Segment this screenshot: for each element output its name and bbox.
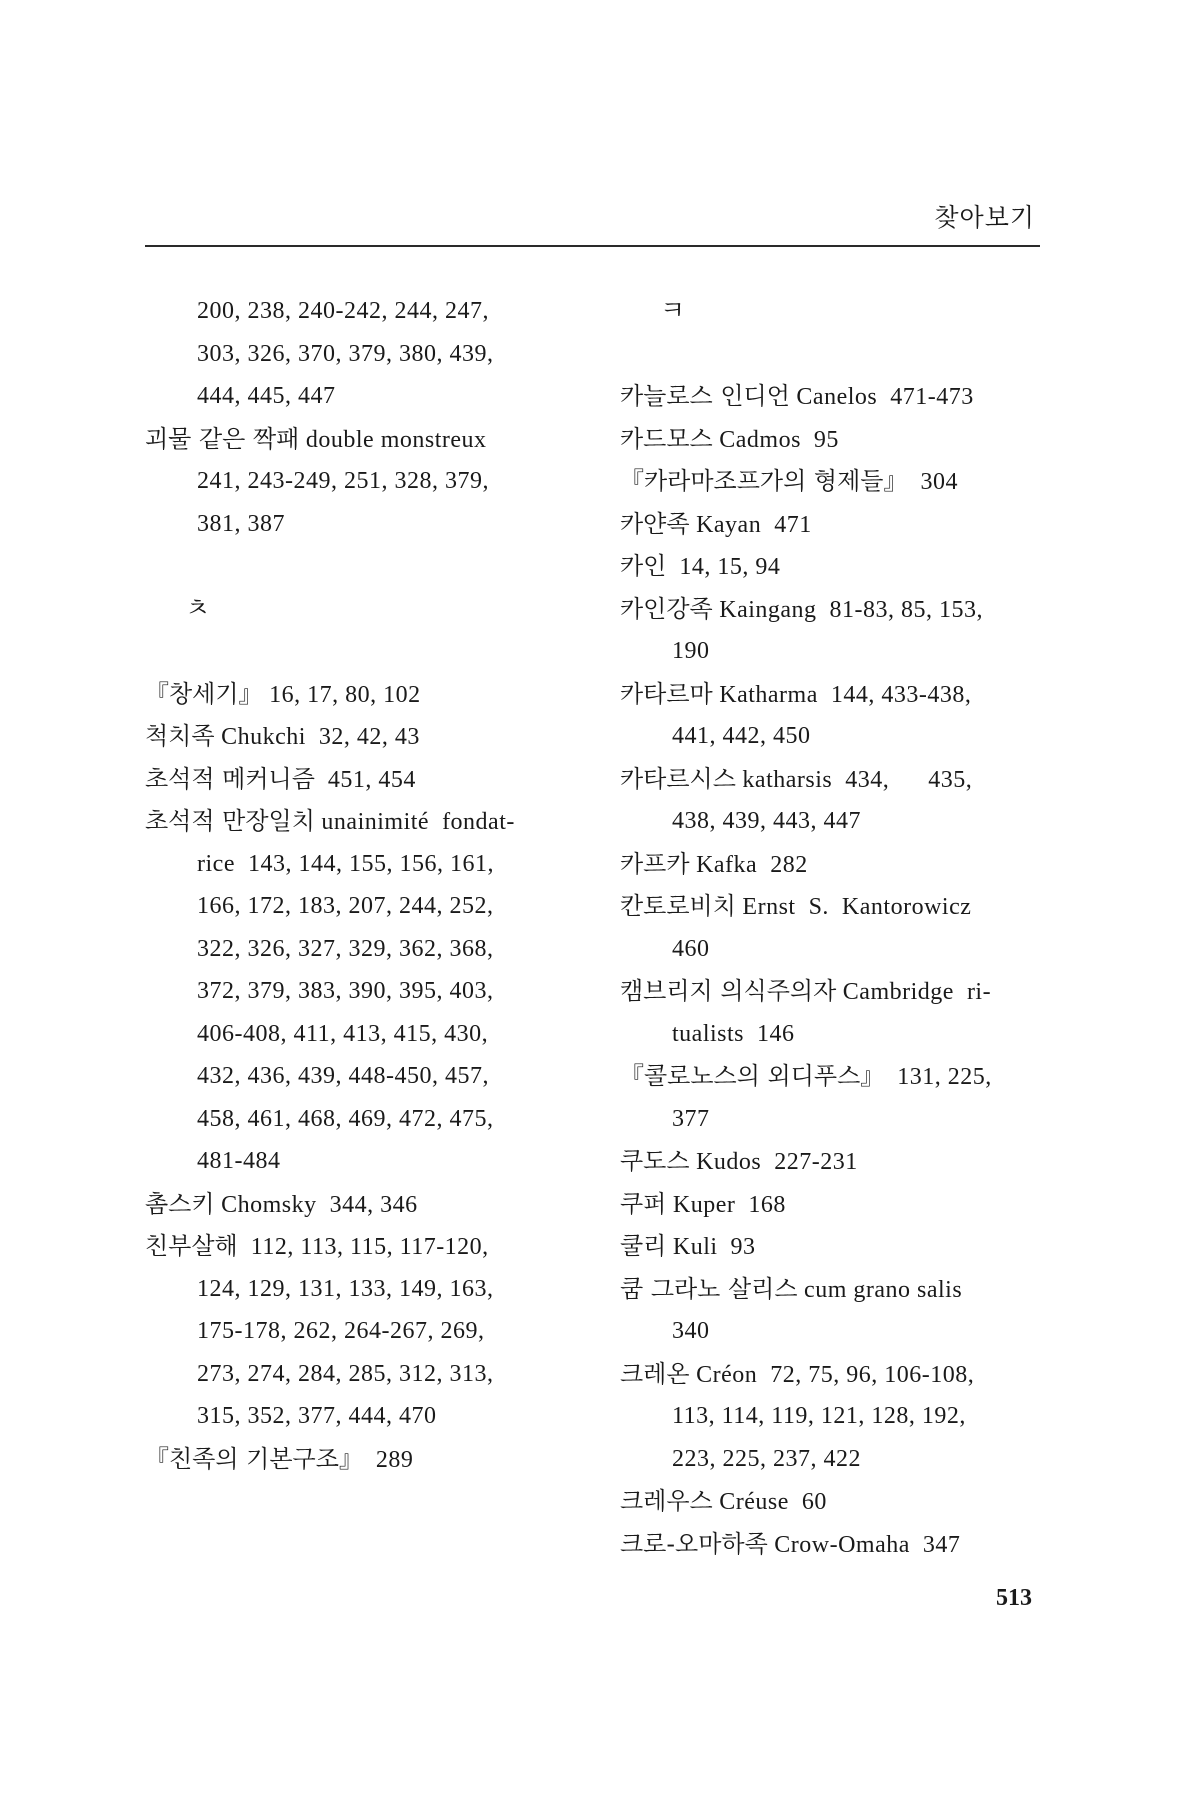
entry-continuation: 273, 274, 284, 285, 312, 313,	[197, 1360, 494, 1387]
index-entry	[145, 418, 585, 461]
index-column-right	[620, 290, 1060, 1565]
index-entry	[620, 1140, 1060, 1183]
entry-continuation: 444, 445, 447	[197, 383, 336, 409]
entry-term: 캠브리지 의식주의자	[620, 977, 837, 1005]
entry-continuation: 381, 387	[197, 510, 285, 537]
index-entry	[145, 758, 585, 801]
entry-continuation: 166, 172, 183, 207, 244, 252,	[197, 893, 494, 919]
index-entry	[620, 418, 1060, 461]
entry-detail: katharsis 434, 435,	[735, 766, 973, 793]
entry-detail: 131, 225,	[884, 1064, 992, 1090]
entry-continuation: 241, 243-249, 251, 328, 379,	[197, 468, 489, 494]
index-entry	[620, 375, 1060, 418]
index-entry	[145, 673, 585, 716]
section-letter: ㅋ	[660, 296, 686, 326]
index-entry	[620, 1055, 1060, 1098]
entry-term: 카인	[620, 552, 667, 580]
spacer	[620, 333, 1060, 376]
entry-detail: Ernst S. Kantorowicz	[735, 894, 972, 920]
entry-term: 카늘로스 인디언	[620, 382, 790, 410]
entry-term: 쿠퍼	[620, 1189, 667, 1218]
entry-term: 초석적 메커니즘	[145, 764, 315, 793]
entry-term: 쿨리	[620, 1232, 667, 1260]
index-entry	[620, 843, 1060, 886]
index-entry	[145, 1438, 585, 1481]
index-entry	[620, 503, 1060, 546]
index-entry	[620, 1183, 1060, 1226]
entry-term: 카드모스	[620, 424, 713, 453]
entry-continuation: 441, 442, 450	[672, 723, 811, 749]
entry-detail: 14, 15, 94	[666, 554, 781, 580]
entry-detail: cum grano salis	[797, 1276, 963, 1303]
index-entry	[620, 1523, 1060, 1566]
entry-term: 쿠도스	[620, 1147, 690, 1175]
index-column-left	[145, 290, 585, 1480]
entry-continuation: 481-484	[197, 1148, 281, 1174]
entry-detail: 289	[362, 1446, 414, 1473]
entry-term: 척치족	[145, 722, 215, 750]
index-entry	[620, 885, 1060, 928]
entry-detail: 304	[907, 469, 958, 495]
entry-continuation: 340	[672, 1318, 710, 1344]
entry-detail: Crow-Omaha 347	[767, 1531, 961, 1558]
entry-term: 카얀족	[620, 509, 690, 538]
entry-detail: Créon 72, 75, 96, 106-108,	[689, 1361, 975, 1388]
entry-detail: Chukchi 32, 42, 43	[214, 724, 420, 750]
entry-term: 『창세기』	[145, 679, 263, 708]
entry-detail: Katharma 144, 433-438,	[712, 681, 972, 708]
entry-term: 괴물 같은 짝패	[145, 424, 300, 453]
index-entry	[620, 545, 1060, 588]
entry-continuation: 190	[672, 638, 710, 664]
entry-continuation: 406-408, 411, 413, 415, 430,	[197, 1020, 489, 1047]
entry-continuation: 432, 436, 439, 448-450, 457,	[197, 1063, 489, 1089]
spacer	[145, 545, 585, 588]
entry-detail: Créuse 60	[712, 1489, 827, 1515]
entry-continuation: 377	[672, 1105, 710, 1132]
entry-continuation: 322, 326, 327, 329, 362, 368,	[197, 935, 494, 962]
entry-detail: Cadmos 95	[712, 426, 839, 453]
entry-detail: Kaingang 81-83, 85, 153,	[712, 596, 984, 623]
entry-detail: Kafka 282	[689, 851, 808, 878]
entry-term: 크로-오마하족	[620, 1529, 768, 1558]
entry-continuation: 175-178, 262, 264-267, 269,	[197, 1318, 485, 1344]
entry-term: 카인강족	[620, 594, 713, 623]
index-entry	[620, 970, 1060, 1013]
entry-term: 카타르시스	[620, 764, 736, 793]
entry-detail: 112, 113, 115, 117-120,	[237, 1234, 489, 1260]
entry-continuation: 438, 439, 443, 447	[672, 808, 861, 834]
index-entry	[620, 1268, 1060, 1311]
entry-term: 카타르마	[620, 679, 713, 708]
entry-detail: unainimité fondat-	[314, 809, 515, 835]
index-entry	[620, 1225, 1060, 1268]
index-entry	[620, 758, 1060, 801]
index-entry	[620, 1480, 1060, 1523]
index-entry	[620, 460, 1060, 503]
entry-continuation: 458, 461, 468, 469, 472, 475,	[197, 1105, 494, 1132]
index-entry	[620, 1353, 1060, 1396]
entry-term: 크레온	[620, 1359, 690, 1388]
entry-continuation: 223, 225, 237, 422	[672, 1445, 861, 1472]
entry-continuation: 113, 114, 119, 121, 128, 192,	[672, 1403, 966, 1429]
entry-term: 친부살해	[145, 1232, 238, 1260]
index-entry	[145, 1183, 585, 1226]
entry-detail: Canelos 471-473	[789, 384, 974, 410]
entry-continuation: tualists 146	[672, 1020, 795, 1047]
entry-detail: Kudos 227-231	[689, 1149, 858, 1175]
entry-term: 촘스키	[145, 1189, 215, 1218]
index-entry	[620, 588, 1060, 631]
entry-term: 『친족의 기본구조』	[145, 1444, 363, 1473]
entry-detail: Kuli 93	[666, 1234, 756, 1260]
entry-continuation: 303, 326, 370, 379, 380, 439,	[197, 340, 494, 367]
entry-detail: Kuper 168	[666, 1191, 786, 1218]
index-entry	[620, 673, 1060, 716]
entry-continuation: 372, 379, 383, 390, 395, 403,	[197, 978, 494, 1004]
section-letter: ㅊ	[185, 593, 211, 624]
entry-term: 카프카	[620, 849, 690, 878]
entry-detail: double monstreux	[299, 426, 487, 453]
entry-continuation: rice 143, 144, 155, 156, 161,	[197, 850, 494, 877]
entry-detail: Chomsky 344, 346	[214, 1191, 418, 1218]
entry-continuation: 124, 129, 131, 133, 149, 163,	[197, 1275, 494, 1302]
entry-term: 『카라마조프가의 형제들』	[620, 467, 908, 495]
entry-continuation: 315, 352, 377, 444, 470	[197, 1403, 437, 1429]
page-number: 513	[996, 1585, 1032, 1611]
entry-term: 『콜로노스의 외디푸스』	[620, 1062, 885, 1090]
running-head: 찾아보기	[934, 203, 1035, 232]
entry-detail: Cambridge ri-	[836, 979, 992, 1005]
header-rule	[145, 245, 1040, 247]
entry-term: 초석적 만장일치	[145, 807, 315, 835]
entry-continuation: 200, 238, 240-242, 244, 247,	[197, 298, 489, 324]
entry-term: 쿰 그라노 살리스	[620, 1274, 798, 1303]
entry-continuation: 460	[672, 935, 710, 962]
entry-term: 칸토로비치	[620, 892, 736, 920]
spacer	[145, 630, 585, 673]
entry-detail: Kayan 471	[689, 511, 812, 538]
entry-term: 크레우스	[620, 1487, 713, 1515]
index-entry	[145, 1225, 585, 1268]
entry-detail: 16, 17, 80, 102	[262, 681, 421, 708]
index-entry	[145, 715, 585, 758]
index-entry	[145, 800, 585, 843]
entry-detail: 451, 454	[314, 766, 416, 793]
